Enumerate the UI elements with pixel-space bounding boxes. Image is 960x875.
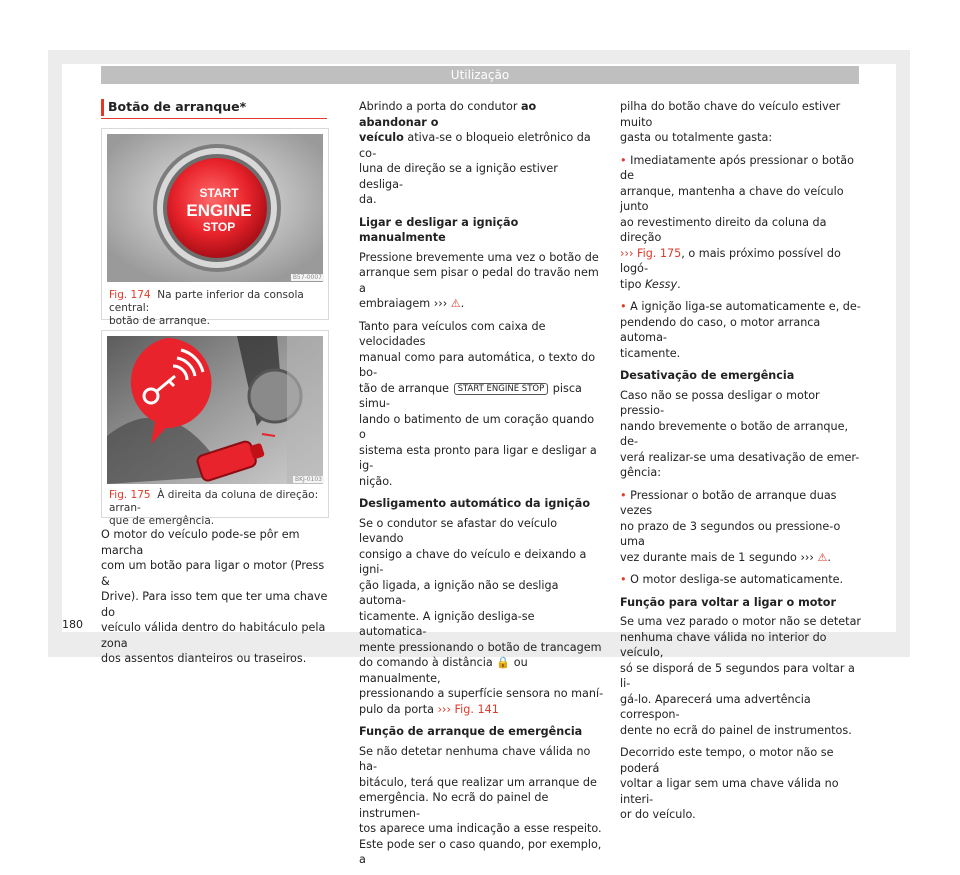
text: gá-lo. Aparecerá uma advertência correspon- bbox=[620, 692, 811, 721]
text: tão de arranque bbox=[359, 381, 453, 395]
text: emergência. No ecrã do painel de instrumen- bbox=[359, 791, 549, 820]
page-number: 180 bbox=[62, 618, 83, 631]
text: nição. bbox=[359, 474, 393, 488]
text: no prazo de 3 segundos ou pressione-o uma bbox=[620, 519, 841, 548]
paragraph bbox=[359, 319, 604, 490]
text: pressionando a superfície sensora no maní- bbox=[359, 687, 604, 700]
bullet-item bbox=[620, 299, 865, 361]
section-title-text: Botão de arranque* bbox=[108, 99, 247, 114]
text: consigo a chave do veículo e deixando a igni- bbox=[359, 547, 587, 576]
text: dente no ecrã do painel de instrumentos. bbox=[620, 723, 852, 737]
column-3-text bbox=[620, 99, 865, 830]
bullet-icon: • bbox=[620, 153, 627, 167]
text: lando o batimento de um coração quando o bbox=[359, 412, 595, 441]
text: , o mais próximo possível do logó- bbox=[620, 246, 841, 275]
caption-line: que de emergência. bbox=[109, 515, 215, 527]
text-line: O motor do veículo pode-se pôr em marcha bbox=[101, 528, 300, 557]
text: luna de direção se a ignição estiver desliga- bbox=[359, 162, 558, 191]
bullet-item bbox=[620, 572, 865, 588]
paragraph bbox=[620, 388, 865, 481]
text: ticamente. A ignição desliga-se automatica- bbox=[359, 609, 535, 638]
text: ao revestimento direito da coluna da direção bbox=[620, 215, 827, 244]
paragraph bbox=[359, 99, 604, 208]
text: arranque, mantenha a chave do veículo junto bbox=[620, 184, 844, 213]
caption-line: À direita da coluna de direção: arran- bbox=[109, 489, 319, 514]
subheading: Desligamento automático da ignição bbox=[359, 497, 591, 510]
text: da. bbox=[359, 193, 377, 206]
figure-reference-link[interactable]: ››› Fig. 141 bbox=[437, 702, 499, 716]
bold-text: ao abandonar o bbox=[359, 100, 537, 129]
paragraph bbox=[359, 516, 604, 718]
text: Imediatamente após pressionar o botão de bbox=[620, 153, 854, 182]
figure-number: Fig. 174 bbox=[109, 289, 151, 301]
text: Se uma vez parado o motor não se detetar bbox=[620, 615, 862, 628]
paragraph bbox=[620, 99, 865, 146]
caption-line: botão de arranque. bbox=[109, 315, 210, 327]
start-button-image bbox=[107, 134, 323, 282]
figure-code: B57-0007 bbox=[292, 274, 322, 281]
column-1-text bbox=[101, 527, 331, 667]
text-line: dos assentos dianteiros ou traseiros. bbox=[101, 652, 307, 665]
text: O motor desliga-se automaticamente. bbox=[630, 573, 844, 586]
text: vez durante mais de 1 segundo ››› bbox=[620, 550, 814, 564]
text-line: veículo válida dentro do habitáculo pela zona bbox=[101, 621, 326, 650]
text: tos aparece uma indicação a esse respeito. bbox=[359, 822, 602, 835]
subheading: Ligar e desligar a ignição manualmente bbox=[359, 215, 519, 244]
text: or do veículo. bbox=[620, 808, 696, 821]
text: Se o condutor se afastar do veículo levando bbox=[359, 516, 558, 545]
figure-175 bbox=[101, 330, 329, 527]
text: Caso não se possa desligar o motor pressio- bbox=[620, 388, 820, 417]
paragraph bbox=[359, 744, 604, 868]
chapter-header: Utilização bbox=[101, 66, 859, 84]
italic-text: Kessy bbox=[645, 277, 678, 291]
text: embraiagem ››› bbox=[359, 297, 448, 310]
warning-icon: ⚠ bbox=[817, 550, 828, 564]
text: sistema esta pronto para ligar e desligar a ig- bbox=[359, 443, 597, 472]
text: tipo bbox=[620, 277, 645, 291]
bullet-icon: • bbox=[620, 300, 627, 313]
text: gasta ou totalmente gasta: bbox=[620, 131, 773, 144]
text: gência: bbox=[620, 466, 661, 479]
text: Se não detetar nenhuma chave válida no ha- bbox=[359, 744, 591, 773]
text: nando brevemente o botão de arranque, de- bbox=[620, 419, 849, 448]
section-title bbox=[101, 99, 327, 119]
text: Decorrido este tempo, o motor não se poderá bbox=[620, 746, 834, 775]
text: . bbox=[677, 277, 681, 291]
text: ticamente. bbox=[620, 346, 681, 360]
text: Tanto para veículos com caixa de velocidades bbox=[359, 319, 546, 348]
text: Pressionar o botão de arranque duas vezes bbox=[620, 488, 837, 517]
paragraph bbox=[620, 614, 865, 738]
figure-code: BKJ-0103 bbox=[294, 476, 322, 483]
bullet-icon: • bbox=[620, 488, 627, 502]
text: voltar a ligar sem uma chave válida no interi- bbox=[620, 777, 839, 806]
bold-text: veículo bbox=[359, 131, 404, 144]
figure-caption bbox=[109, 289, 323, 328]
subheading: Função para voltar a ligar o motor bbox=[620, 595, 836, 609]
text: mente pressionando o botão de trancagem bbox=[359, 640, 602, 654]
subheading: Desativação de emergência bbox=[620, 369, 795, 382]
emergency-start-image bbox=[107, 336, 323, 484]
bullet-icon: • bbox=[620, 573, 627, 586]
text: Este pode ser o caso quando, por exemplo, a bbox=[359, 837, 602, 866]
text: bitáculo, terá que realizar um arranque de bbox=[359, 775, 597, 789]
text: só se disporá de 5 segundos para voltar a li- bbox=[620, 661, 855, 690]
text: pilha do botão chave do veículo estiver muito bbox=[620, 100, 841, 129]
text: Pressione brevemente uma vez o botão de bbox=[359, 250, 599, 264]
figure-reference-link[interactable]: ››› Fig. 175 bbox=[620, 246, 682, 260]
section-marker bbox=[101, 99, 104, 116]
button-label-stop: STOP bbox=[202, 220, 236, 234]
button-label-start: START bbox=[199, 186, 239, 200]
text-line: com um botão para ligar o motor (Press & bbox=[101, 559, 325, 588]
text: A ignição liga-se automaticamente e, de- bbox=[630, 300, 861, 313]
figure-caption bbox=[109, 489, 323, 528]
paragraph bbox=[620, 745, 865, 823]
text: verá realizar-se uma desativação de emer- bbox=[620, 450, 860, 464]
warning-icon: ⚠ bbox=[450, 297, 461, 310]
text-line: Drive). Para isso tem que ter uma chave do bbox=[101, 590, 328, 619]
paragraph: Pressione brevemente uma vez o botão de arranque sem pisar o pedal do travão nem a embraiagem ››› ⚠. bbox=[359, 250, 599, 310]
text: pisca simu- bbox=[359, 381, 582, 410]
button-label-engine: ENGINE bbox=[186, 201, 252, 220]
column-2-text bbox=[359, 99, 604, 875]
start-engine-stop-key: START ENGINE STOP bbox=[454, 383, 549, 395]
text: pulo da porta bbox=[359, 702, 438, 716]
text: ção ligada, a ignição não se desliga automa- bbox=[359, 578, 559, 607]
subheading: Função de arranque de emergência bbox=[359, 725, 583, 738]
figure-174 bbox=[101, 128, 329, 327]
figure-number: Fig. 175 bbox=[109, 489, 151, 501]
lock-icon: 🔒 bbox=[496, 656, 511, 669]
bullet-item: • Pressionar o botão de arranque duas vezes no prazo de 3 segundos ou pressione-o uma vez durante mais de 1 segundo ››› ⚠. bbox=[620, 488, 841, 564]
text: nenhuma chave válida no interior do veículo, bbox=[620, 630, 827, 659]
text: Abrindo a porta do condutor bbox=[359, 100, 521, 113]
text: ativa-se o bloqueio eletrônico da co- bbox=[359, 131, 591, 160]
bullet-item bbox=[620, 153, 865, 293]
text: ou manualmente, bbox=[359, 656, 528, 685]
text: manual como para automática, o texto do bo- bbox=[359, 350, 596, 379]
text: pendendo do caso, o motor arranca automa- bbox=[620, 315, 821, 344]
caption-line: Na parte inferior da consola central: bbox=[109, 289, 304, 314]
text: arranque sem pisar o pedal do travão nem a bbox=[359, 266, 599, 295]
text: do comando à distância bbox=[359, 656, 497, 669]
